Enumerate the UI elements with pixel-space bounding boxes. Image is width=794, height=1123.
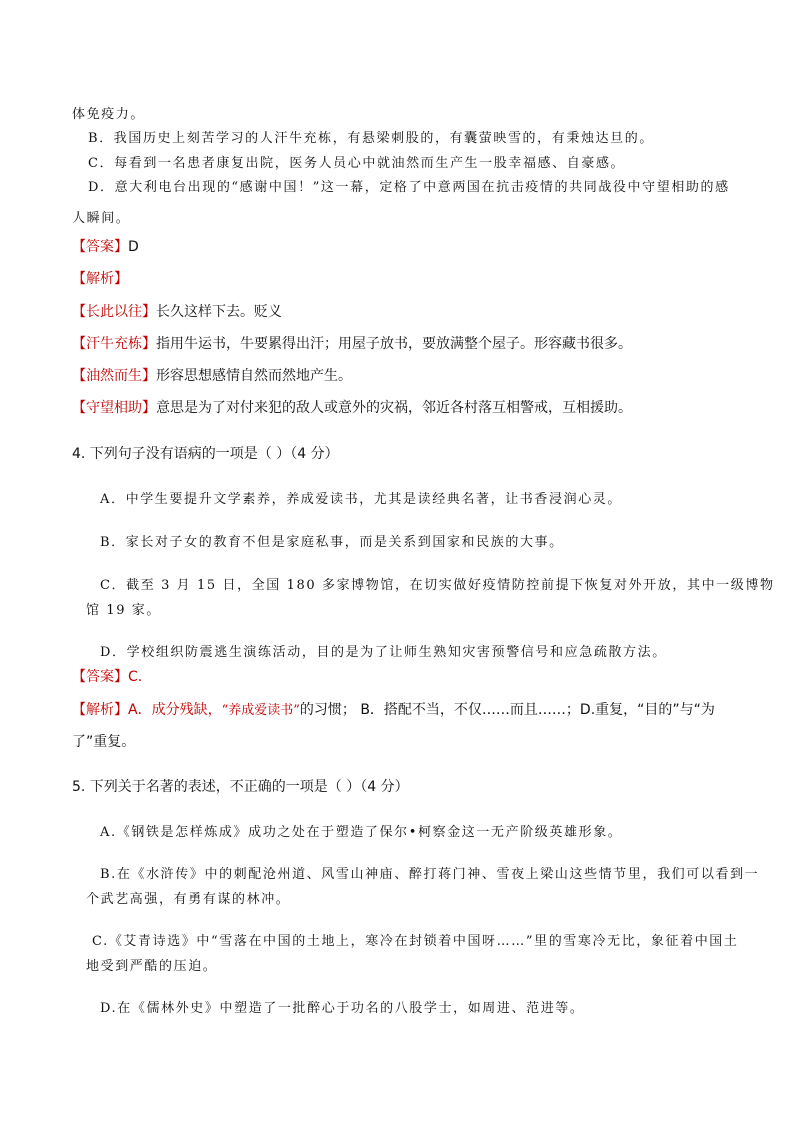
answer-value: C. (128, 669, 143, 685)
note-text: 指用牛运书，牛要累得出汗；用屋子放书，要放满整个屋子。形容藏书很多。 (156, 336, 632, 352)
analysis-quote: “养成爱读书” (221, 703, 300, 718)
q3-analysis-label: 【解析】 (72, 271, 128, 287)
q3-option-b: B．我国历史上刻苦学习的人汗牛充栋，有悬梁刺股的，有囊萤映雪的，有秉烛达旦的。 (88, 131, 654, 146)
note-row (72, 365, 352, 385)
q4-option-c-line1: C．截至 3 月 15 日，全国 180 多家博物馆，在切实做好疫情防控前提下恢复对外开放，其中一级博物 (100, 578, 775, 593)
q4-option-a: A．中学生要提升文学素养，养成爱读书，尤其是读经典名著，让书香浸润心灵。 (100, 492, 622, 507)
note-row (72, 301, 282, 321)
note-row (72, 333, 632, 353)
q4-option-d: D．学校组织防震逃生演练活动，目的是为了让师生熟知灾害预警信号和应急疏散方法。 (100, 645, 667, 660)
q3-continuation-line: 体免疫力。 (72, 107, 146, 122)
q3-option-c: C．每看到一名患者康复出院，医务人员心中就油然而生产生一股幸福感、自豪感。 (88, 156, 626, 171)
q5-option-b-line1: B.在《水浒传》中的刺配沧州道、风雪山神庙、醉打蒋门神、雪夜上梁山这些情节里，我们可以看到一 (100, 867, 760, 882)
note-term: 【守望相助】 (72, 400, 156, 416)
note-text: 形容思想感情自然而然地产生。 (156, 368, 352, 384)
q3-answer (72, 236, 139, 256)
analysis-label: 【解析】 (72, 702, 128, 718)
answer-value: D (128, 239, 139, 255)
q4-stem: 4. 下列句子没有语病的一项是（ ）（4 分） (72, 446, 339, 462)
q4-option-b: B．家长对子女的教育不但是家庭私事，而是关系到国家和民族的大事。 (100, 535, 564, 550)
q4-option-c-line2: 馆 19 家。 (86, 603, 162, 618)
note-text: 长久这样下去。贬义 (156, 304, 282, 320)
q3-option-d-line2: 人瞬间。 (72, 211, 131, 226)
q4-analysis-line2: 了”重复。 (72, 734, 136, 750)
note-term: 【油然而生】 (72, 368, 156, 384)
note-term: 【汗牛充栋】 (72, 336, 156, 352)
analysis-segment: A．成分残缺， (128, 702, 222, 718)
q3-option-d-line1: D．意大利电台出现的“感谢中国！”这一幕，定格了中意两国在抗击疫情的共同战役中守望相助的感 (88, 180, 730, 195)
answer-label: 【答案】 (72, 669, 128, 685)
q5-option-d: D.在《儒林外史》中塑造了一批醉心于功名的八股学士，如周进、范进等。 (100, 1001, 585, 1016)
q5-stem: 5. 下列关于名著的表述，不正确的一项是（ ）（4 分） (72, 779, 409, 795)
note-text: 意思是为了对付来犯的敌人或意外的灾祸，邻近各村落互相警戒，互相援助。 (156, 400, 632, 416)
q5-option-c-line2: 地受到严酷的压迫。 (86, 959, 218, 974)
q4-answer (72, 666, 142, 686)
q5-option-c-line1: C.《艾青诗选》中“雪落在中国的土地上，寒冷在封锁着中国呀……”里的雪寒冷无比，象征着中国土 (92, 934, 739, 949)
q5-option-a: A.《钢铁是怎样炼成》成功之处在于塑造了保尔•柯察金这一无产阶级英雄形象。 (100, 825, 623, 840)
q4-analysis-line1 (72, 699, 715, 719)
answer-label: 【答案】 (72, 239, 128, 255)
q5-option-b-line2: 个武艺高强，有勇有谋的林冲。 (86, 892, 291, 907)
note-term: 【长此以往】 (72, 304, 156, 320)
analysis-segment: 的习惯； B．搭配不当，不仅……而且……；D.重复，“目的”与“为 (299, 702, 715, 718)
note-row (72, 397, 632, 417)
